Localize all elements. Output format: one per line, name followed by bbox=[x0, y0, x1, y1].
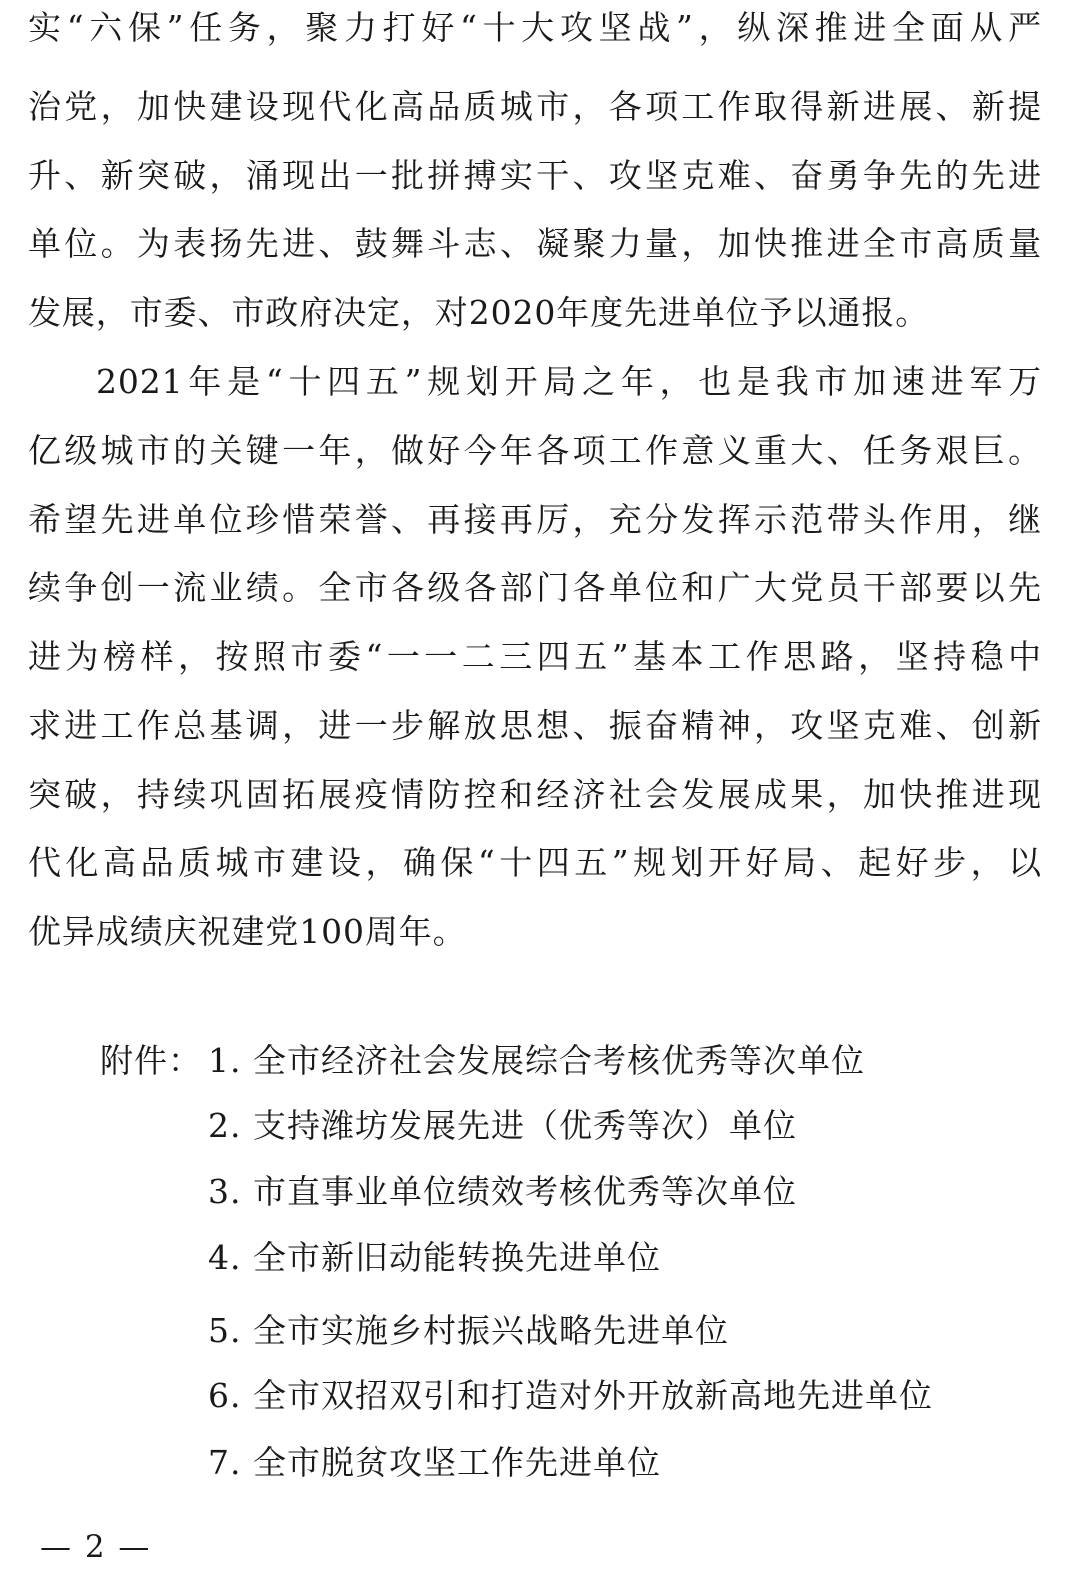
page-number: — 2 — bbox=[40, 1529, 152, 1565]
attachment-item: 5. 全市实施乡村振兴战略先进单位 bbox=[208, 1311, 729, 1350]
paragraph-line: 代化高品质城市建设，确保“十四五”规划开好局、起好步，以 bbox=[28, 843, 1042, 882]
attachments-label: 附件： bbox=[100, 1041, 202, 1080]
paragraph-line: 实“六保”任务，聚力打好“十大攻坚战”，纵深推进全面从严 bbox=[28, 8, 1042, 47]
paragraph-line: 优异成绩庆祝建党100周年。 bbox=[28, 912, 467, 951]
paragraph-line: 升、新突破，涌现出一批拼搏实干、攻坚克难、奋勇争先的先进 bbox=[28, 156, 1042, 195]
paragraph-line: 续争创一流业绩。全市各级各部门各单位和广大党员干部要以先 bbox=[28, 568, 1042, 607]
paragraph-line: 亿级城市的关键一年，做好今年各项工作意义重大、任务艰巨。 bbox=[28, 431, 1042, 470]
paragraph-line: 突破，持续巩固拓展疫情防控和经济社会发展成果，加快推进现 bbox=[28, 775, 1042, 814]
paragraph-line: 2021年是“十四五”规划开局之年，也是我市加速进军万 bbox=[96, 362, 1042, 401]
attachment-item: 6. 全市双招双引和打造对外开放新高地先进单位 bbox=[208, 1376, 933, 1415]
paragraph-line: 进为榜样，按照市委“一一二三四五”基本工作思路，坚持稳中 bbox=[28, 637, 1042, 676]
attachment-item: 4. 全市新旧动能转换先进单位 bbox=[208, 1238, 661, 1277]
paragraph-line: 治党，加快建设现代化高品质城市，各项工作取得新进展、新提 bbox=[28, 87, 1042, 126]
paragraph-line: 希望先进单位珍惜荣誉、再接再厉，充分发挥示范带头作用，继 bbox=[28, 500, 1042, 539]
paragraph-line: 求进工作总基调，进一步解放思想、振奋精神，攻坚克难、创新 bbox=[28, 706, 1042, 745]
attachment-item: 1. 全市经济社会发展综合考核优秀等次单位 bbox=[208, 1041, 865, 1080]
attachment-item: 7. 全市脱贫攻坚工作先进单位 bbox=[208, 1443, 661, 1482]
attachment-item: 3. 市直事业单位绩效考核优秀等次单位 bbox=[208, 1172, 797, 1211]
paragraph-line: 发展，市委、市政府决定，对2020年度先进单位予以通报。 bbox=[28, 293, 930, 332]
attachment-item: 2. 支持潍坊发展先进（优秀等次）单位 bbox=[208, 1106, 797, 1145]
paragraph-line: 单位。为表扬先进、鼓舞斗志、凝聚力量，加快推进全市高质量 bbox=[28, 224, 1042, 263]
